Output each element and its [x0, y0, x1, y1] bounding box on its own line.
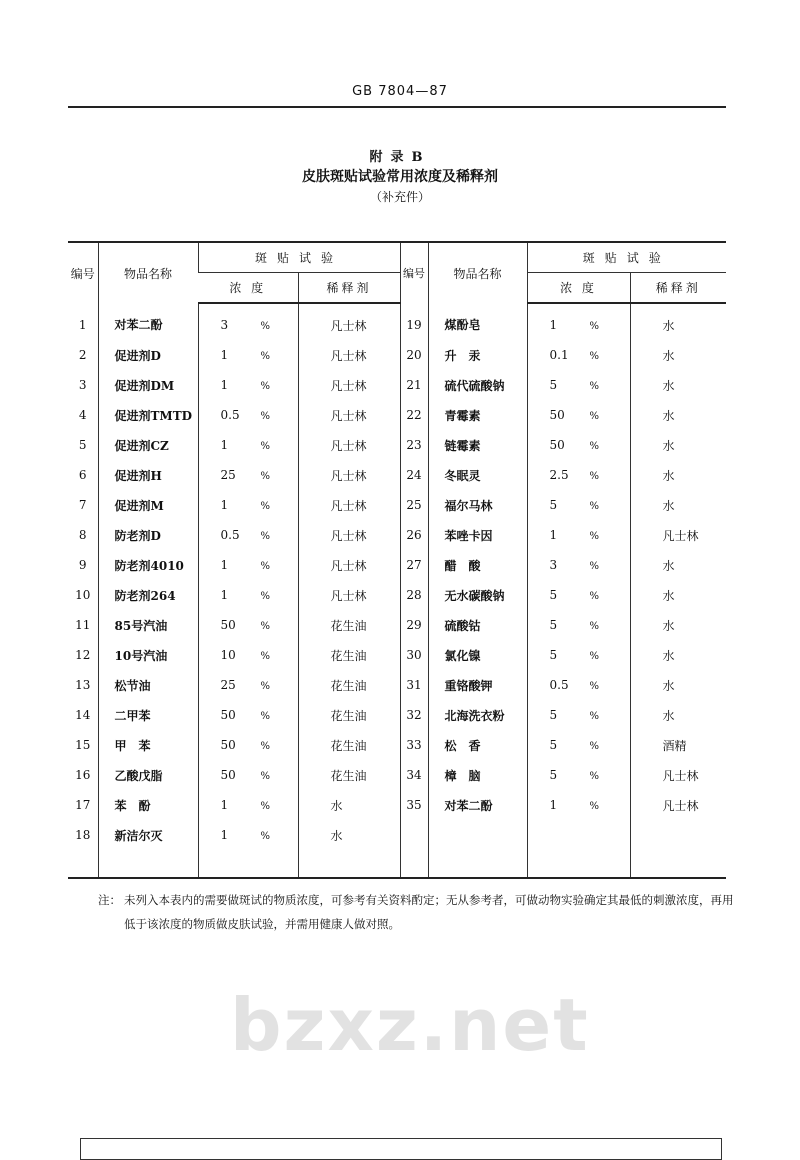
item-diluent: 凡士林 — [298, 340, 400, 370]
item-name: 硫代硫酸钠 — [428, 370, 527, 400]
item-concentration — [527, 640, 630, 670]
item-name: 硫酸钴 — [428, 610, 527, 640]
empty-cell — [428, 820, 527, 850]
item-name: 福尔马林 — [428, 490, 527, 520]
table-row — [68, 790, 726, 820]
concentration-value: 0.5 — [220, 528, 240, 542]
table-row — [68, 610, 726, 640]
item-diluent: 花生油 — [298, 670, 400, 700]
item-name: 防老剂4010 — [98, 550, 198, 580]
item-diluent: 水 — [630, 340, 726, 370]
item-number: 29 — [400, 610, 428, 640]
item-concentration — [198, 430, 298, 460]
item-name: 醋 酸 — [428, 550, 527, 580]
item-number: 11 — [75, 618, 91, 632]
table-row — [68, 303, 726, 340]
item-diluent: 水 — [298, 790, 400, 820]
footnote-label: 注： — [98, 893, 121, 907]
concentration-unit: % — [260, 681, 271, 692]
item-name: 新洁尔灭 — [98, 820, 198, 850]
standard-code: GB 7804—87 — [352, 84, 448, 99]
item-name: 松节油 — [98, 670, 198, 700]
item-diluent: 水 — [630, 490, 726, 520]
item-diluent: 凡士林 — [298, 303, 400, 340]
concentration-value: 1 — [220, 498, 229, 512]
concentration-unit: % — [589, 681, 600, 692]
item-concentration — [198, 670, 298, 700]
footnote-text: 未列入本表内的需要做斑试的物质浓度，可参考有关资料酌定；无从参考者，可做动物实验确定其最低的刺激浓度，再用低于该浓度的物质做皮肤试验，并需用健康人做对照。 — [124, 893, 734, 931]
table-row — [68, 730, 726, 760]
concentration-unit: % — [589, 651, 600, 662]
item-concentration — [527, 460, 630, 490]
item-name: 促进剂DM — [98, 370, 198, 400]
item-name: 对苯二酚 — [98, 303, 198, 340]
concentration-value: 1 — [549, 528, 558, 542]
concentration-value: 3 — [549, 558, 558, 572]
item-diluent: 凡士林 — [298, 370, 400, 400]
concentration-unit: % — [589, 561, 600, 572]
concentration-unit: % — [589, 711, 600, 722]
item-concentration — [527, 790, 630, 820]
empty-cell — [400, 850, 428, 878]
item-number: 10 — [75, 588, 91, 602]
concentration-unit: % — [589, 471, 600, 482]
concentration-unit: % — [589, 441, 600, 452]
item-number: 19 — [400, 303, 428, 340]
empty-cell — [428, 850, 527, 878]
item-diluent: 水 — [630, 610, 726, 640]
item-number: 14 — [75, 708, 91, 722]
item-concentration — [527, 340, 630, 370]
item-name: 链霉素 — [428, 430, 527, 460]
item-name: 苯唑卡因 — [428, 520, 527, 550]
item-concentration — [527, 730, 630, 760]
concentration-value: 0.5 — [220, 408, 240, 422]
concentration-value: 5 — [549, 378, 558, 392]
concentration-value: 0.1 — [549, 348, 569, 362]
item-number: 24 — [400, 460, 428, 490]
concentration-value: 50 — [220, 708, 236, 722]
header-name: 物品名称 — [98, 242, 198, 303]
concentration-value: 1 — [220, 348, 229, 362]
item-concentration — [527, 700, 630, 730]
item-number: 7 — [78, 498, 87, 512]
item-diluent: 水 — [630, 430, 726, 460]
concentration-value: 25 — [220, 468, 236, 482]
concentration-unit: % — [589, 321, 600, 332]
item-diluent: 凡士林 — [298, 520, 400, 550]
concentration-unit: % — [589, 411, 600, 422]
concentration-value: 5 — [549, 738, 558, 752]
item-name: 苯 酚 — [98, 790, 198, 820]
item-name: 防老剂264 — [98, 580, 198, 610]
concentration-unit: % — [589, 381, 600, 392]
item-diluent: 凡士林 — [298, 430, 400, 460]
item-diluent: 花生油 — [298, 610, 400, 640]
item-concentration — [198, 520, 298, 550]
empty-cell — [527, 850, 630, 878]
concentration-unit: % — [589, 741, 600, 752]
item-number: 9 — [78, 558, 87, 572]
item-name: 樟 脑 — [428, 760, 527, 790]
concentration-value: 1 — [220, 798, 229, 812]
item-concentration — [527, 670, 630, 700]
item-concentration — [527, 430, 630, 460]
item-name: 防老剂D — [98, 520, 198, 550]
concentration-unit: % — [260, 411, 271, 422]
item-number: 23 — [400, 430, 428, 460]
concentration-value: 50 — [549, 438, 565, 452]
item-number: 6 — [78, 468, 87, 482]
concentration-value: 5 — [549, 648, 558, 662]
item-diluent: 水 — [630, 640, 726, 670]
item-name: 85号汽油 — [98, 610, 198, 640]
item-diluent: 水 — [630, 370, 726, 400]
concentration-unit: % — [589, 771, 600, 782]
table-row-blank — [68, 850, 726, 878]
item-diluent: 水 — [630, 700, 726, 730]
item-concentration — [198, 303, 298, 340]
item-number: 4 — [78, 408, 87, 422]
patch-test-table — [68, 241, 726, 879]
concentration-value: 1 — [220, 558, 229, 572]
header-concentration: 浓 度 — [527, 273, 630, 304]
item-number: 12 — [75, 648, 91, 662]
concentration-value: 50 — [220, 768, 236, 782]
item-name: 重铬酸钾 — [428, 670, 527, 700]
concentration-unit: % — [260, 801, 271, 812]
item-diluent: 水 — [630, 400, 726, 430]
item-name: 北海洗衣粉 — [428, 700, 527, 730]
item-concentration — [527, 550, 630, 580]
item-number: 25 — [400, 490, 428, 520]
item-diluent: 水 — [630, 460, 726, 490]
concentration-value: 1 — [220, 828, 229, 842]
item-concentration — [198, 460, 298, 490]
concentration-unit: % — [589, 801, 600, 812]
item-number: 35 — [400, 790, 428, 820]
item-number: 16 — [75, 768, 91, 782]
table-row — [68, 580, 726, 610]
item-diluent: 凡士林 — [298, 400, 400, 430]
item-diluent: 凡士林 — [298, 490, 400, 520]
appendix-label: 附录B — [369, 150, 431, 165]
item-number: 26 — [400, 520, 428, 550]
item-concentration — [198, 760, 298, 790]
item-name: 二甲苯 — [98, 700, 198, 730]
item-diluent: 花生油 — [298, 640, 400, 670]
item-concentration — [198, 730, 298, 760]
table-row — [68, 460, 726, 490]
item-diluent: 花生油 — [298, 760, 400, 790]
concentration-value: 50 — [220, 738, 236, 752]
concentration-value: 1 — [549, 318, 558, 332]
item-concentration — [527, 520, 630, 550]
item-number: 1 — [78, 317, 87, 332]
item-name: 促进剂H — [98, 460, 198, 490]
item-number: 5 — [78, 438, 87, 452]
item-concentration — [527, 303, 630, 340]
header-diluent: 稀释剂 — [298, 273, 400, 304]
concentration-value: 5 — [549, 708, 558, 722]
watermark: bzxz.net — [230, 983, 590, 1067]
concentration-unit: % — [260, 561, 271, 572]
empty-cell — [630, 850, 726, 878]
item-concentration — [527, 400, 630, 430]
item-concentration — [198, 400, 298, 430]
concentration-unit: % — [260, 321, 271, 332]
item-concentration — [527, 580, 630, 610]
item-number: 28 — [400, 580, 428, 610]
item-number: 2 — [78, 348, 87, 362]
concentration-unit: % — [260, 621, 271, 632]
item-diluent: 凡士林 — [298, 580, 400, 610]
item-number: 8 — [78, 528, 87, 542]
header-number: 编号 — [68, 242, 98, 303]
item-diluent: 花生油 — [298, 700, 400, 730]
empty-cell — [630, 820, 726, 850]
concentration-unit: % — [260, 531, 271, 542]
table-row — [68, 520, 726, 550]
header-concentration: 浓 度 — [198, 273, 298, 304]
header-rule — [68, 106, 726, 108]
concentration-unit: % — [260, 441, 271, 452]
item-concentration — [198, 820, 298, 850]
table-row — [68, 670, 726, 700]
item-concentration — [198, 490, 298, 520]
item-name: 松 香 — [428, 730, 527, 760]
concentration-value: 5 — [549, 498, 558, 512]
item-number: 15 — [75, 738, 91, 752]
concentration-unit: % — [260, 831, 271, 842]
item-number: 32 — [400, 700, 428, 730]
item-diluent: 酒精 — [630, 730, 726, 760]
item-diluent: 凡士林 — [630, 760, 726, 790]
item-number: 33 — [400, 730, 428, 760]
concentration-value: 1 — [220, 378, 229, 392]
item-concentration — [198, 700, 298, 730]
item-diluent: 花生油 — [298, 730, 400, 760]
empty-cell — [527, 820, 630, 850]
concentration-unit: % — [260, 651, 271, 662]
concentration-value: 3 — [220, 318, 229, 332]
concentration-value: 2.5 — [549, 468, 569, 482]
item-number: 22 — [400, 400, 428, 430]
header-number: 编号 — [400, 242, 428, 303]
concentration-value: 5 — [549, 768, 558, 782]
item-name: 氯化镍 — [428, 640, 527, 670]
concentration-unit: % — [260, 381, 271, 392]
item-name: 对苯二酚 — [428, 790, 527, 820]
concentration-value: 1 — [220, 588, 229, 602]
item-concentration — [527, 490, 630, 520]
concentration-value: 10 — [220, 648, 236, 662]
item-number: 27 — [400, 550, 428, 580]
concentration-unit: % — [589, 501, 600, 512]
item-number: 21 — [400, 370, 428, 400]
item-name: 青霉素 — [428, 400, 527, 430]
item-name: 促进剂D — [98, 340, 198, 370]
table-row — [68, 760, 726, 790]
table-row — [68, 400, 726, 430]
concentration-value: 0.5 — [549, 678, 569, 692]
concentration-unit: % — [589, 621, 600, 632]
item-diluent: 水 — [630, 303, 726, 340]
item-concentration — [198, 550, 298, 580]
empty-cell — [198, 850, 298, 878]
item-concentration — [198, 790, 298, 820]
table-row — [68, 370, 726, 400]
item-diluent: 水 — [298, 820, 400, 850]
item-concentration — [198, 340, 298, 370]
table-row — [68, 700, 726, 730]
item-number: 30 — [400, 640, 428, 670]
item-number: 13 — [75, 678, 91, 692]
table-row — [68, 340, 726, 370]
item-number: 3 — [78, 378, 87, 392]
item-diluent: 凡士林 — [630, 790, 726, 820]
concentration-value: 25 — [220, 678, 236, 692]
item-concentration — [198, 370, 298, 400]
concentration-value: 50 — [549, 408, 565, 422]
item-concentration — [527, 760, 630, 790]
concentration-value: 5 — [549, 588, 558, 602]
item-number: 31 — [400, 670, 428, 700]
item-name: 无水碳酸钠 — [428, 580, 527, 610]
item-name: 乙酸戊脂 — [98, 760, 198, 790]
concentration-unit: % — [589, 591, 600, 602]
concentration-unit: % — [260, 771, 271, 782]
table-row — [68, 430, 726, 460]
item-name: 升 汞 — [428, 340, 527, 370]
item-diluent: 水 — [630, 670, 726, 700]
item-number: 17 — [75, 798, 91, 812]
page-title: 皮肤斑贴试验常用浓度及稀释剂 — [302, 169, 498, 185]
concentration-unit: % — [260, 471, 271, 482]
header-diluent: 稀释剂 — [630, 273, 726, 304]
concentration-value: 50 — [220, 618, 236, 632]
item-name: 促进剂M — [98, 490, 198, 520]
item-name: 促进剂TMTD — [98, 400, 198, 430]
item-name: 冬眠灵 — [428, 460, 527, 490]
item-name: 甲 苯 — [98, 730, 198, 760]
header-patch-test: 斑贴试验 — [198, 242, 400, 273]
item-diluent: 水 — [630, 550, 726, 580]
item-diluent: 凡士林 — [630, 520, 726, 550]
table-row — [68, 550, 726, 580]
item-concentration — [198, 610, 298, 640]
empty-cell — [98, 850, 198, 878]
item-concentration — [527, 370, 630, 400]
footnote — [98, 888, 738, 936]
empty-cell — [298, 850, 400, 878]
item-concentration — [198, 640, 298, 670]
item-concentration — [198, 580, 298, 610]
table-row — [68, 640, 726, 670]
concentration-value: 5 — [549, 618, 558, 632]
table-row — [68, 820, 726, 850]
concentration-unit: % — [589, 351, 600, 362]
empty-cell — [68, 850, 98, 878]
item-diluent: 凡士林 — [298, 460, 400, 490]
concentration-value: 1 — [549, 798, 558, 812]
concentration-unit: % — [260, 501, 271, 512]
header-patch-test: 斑贴试验 — [527, 242, 726, 273]
item-number: 20 — [400, 340, 428, 370]
concentration-unit: % — [260, 351, 271, 362]
concentration-value: 1 — [220, 438, 229, 452]
item-number: 18 — [75, 828, 91, 842]
table-row — [68, 490, 726, 520]
concentration-unit: % — [260, 711, 271, 722]
item-number: 34 — [400, 760, 428, 790]
concentration-unit: % — [260, 591, 271, 602]
page-subtitle: （补充件） — [369, 190, 430, 204]
concentration-unit: % — [589, 531, 600, 542]
concentration-unit: % — [260, 741, 271, 752]
item-concentration — [527, 610, 630, 640]
item-diluent: 凡士林 — [298, 550, 400, 580]
item-diluent: 水 — [630, 580, 726, 610]
header-name: 物品名称 — [428, 242, 527, 303]
item-name: 促进剂CZ — [98, 430, 198, 460]
item-name: 10号汽油 — [98, 640, 198, 670]
item-name: 煤酚皂 — [428, 303, 527, 340]
bottom-frame — [80, 1138, 722, 1160]
empty-cell — [400, 820, 428, 850]
